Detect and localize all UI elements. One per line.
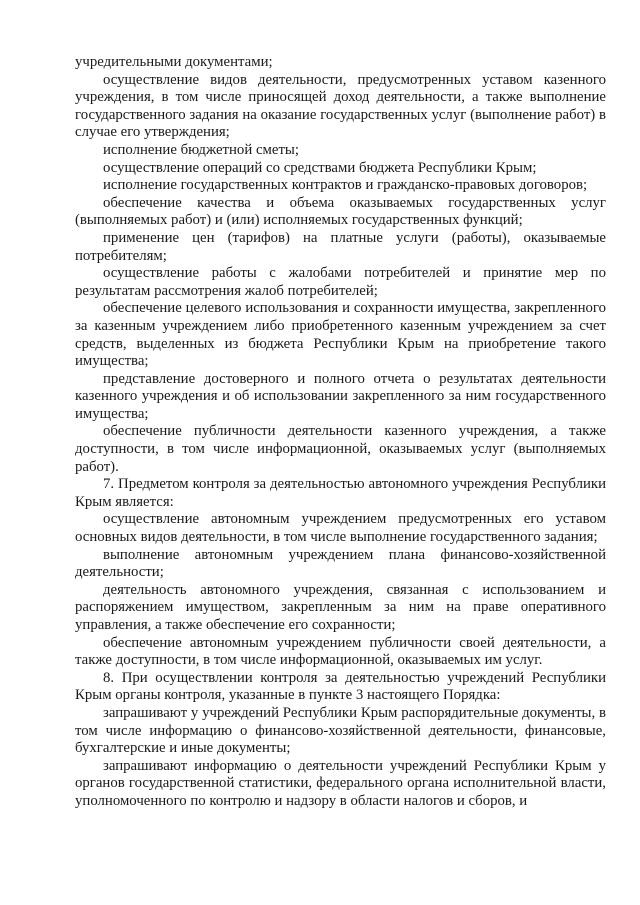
document-paragraph: деятельность автономного учреждения, связанная с использованием и распоряжением имуществом, закрепленным за ним на праве оперативного управления, а также обеспечение его сохранности; xyxy=(75,581,606,633)
document-paragraph: обеспечение целевого использования и сохранности имущества, закрепленного за казенным учреждением либо приобретенного казенным учреждением за счет средств, выделенных из бюджета Республики Крым на приобретение такого имущества; xyxy=(75,300,606,370)
document-paragraph: обеспечение публичности деятельности казенного учреждения, а также доступности, в том числе информационной, оказываемых услуг (выполняемых работ). xyxy=(75,423,606,475)
document-paragraph: осуществление операций со средствами бюджета Республики Крым; xyxy=(103,159,537,176)
document-paragraph: 7. Предметом контроля за деятельностью автономного учреждения Республики Крым является: xyxy=(75,476,606,510)
document-paragraph: осуществление автономным учреждением предусмотренных его уставом основных видов деятельности, в том числе выполнение государственного задания; xyxy=(75,511,606,546)
document-paragraph: представление достоверного и полного отчета о результатах деятельности казенного учреждения и об использовании закрепленного за ним государственного имущества; xyxy=(75,370,606,422)
document-paragraph: выполнение автономным учреждением плана финансово-хозяйственной деятельности; xyxy=(75,546,606,581)
document-paragraph: осуществление видов деятельности, предусмотренных уставом казенного учреждения, в том числе приносящей доход деятельности, а также выполнение государственного задания на оказание государственных услуг (выполнение работ) в случае его утверждения; xyxy=(75,71,606,141)
document-paragraph: осуществление работы с жалобами потребителей и принятие мер по результатам рассмотрения жалоб потребителей; xyxy=(75,265,606,299)
document-paragraph: исполнение бюджетной сметы; xyxy=(103,141,299,158)
document-paragraph: учредительными документами; xyxy=(75,54,273,70)
document-paragraph: обеспечение автономным учреждением публичности своей деятельности, а также доступности, в том числе информационной, оказываемых им услуг. xyxy=(75,634,606,669)
document-paragraph: применение цен (тарифов) на платные услуги (работы), оказываемые потребителям; xyxy=(75,229,606,264)
document-paragraph: запрашивают у учреждений Республики Крым распорядительные документы, в том числе информацию о финансово-хозяйственной деятельности, финансовые, бухгалтерские и иные документы; xyxy=(75,704,606,757)
document-paragraph: запрашивают информацию о деятельности учреждений Республики Крым у органов государственной статистики, федерального органа исполнительной власти, уполномоченного по контролю и надзору в области налогов и сборов, и xyxy=(75,757,606,809)
document-paragraph: обеспечение качества и объема оказываемых государственных услуг (выполняемых работ) и (или) исполняемых государственных функций; xyxy=(75,194,606,229)
document-paragraph: исполнение государственных контрактов и гражданско-правовых договоров; xyxy=(103,177,588,194)
document-paragraph: 8. При осуществлении контроля за деятельностью учреждений Республики Крым органы контроля, указанные в пункте 3 настоящего Порядка: xyxy=(75,669,606,704)
